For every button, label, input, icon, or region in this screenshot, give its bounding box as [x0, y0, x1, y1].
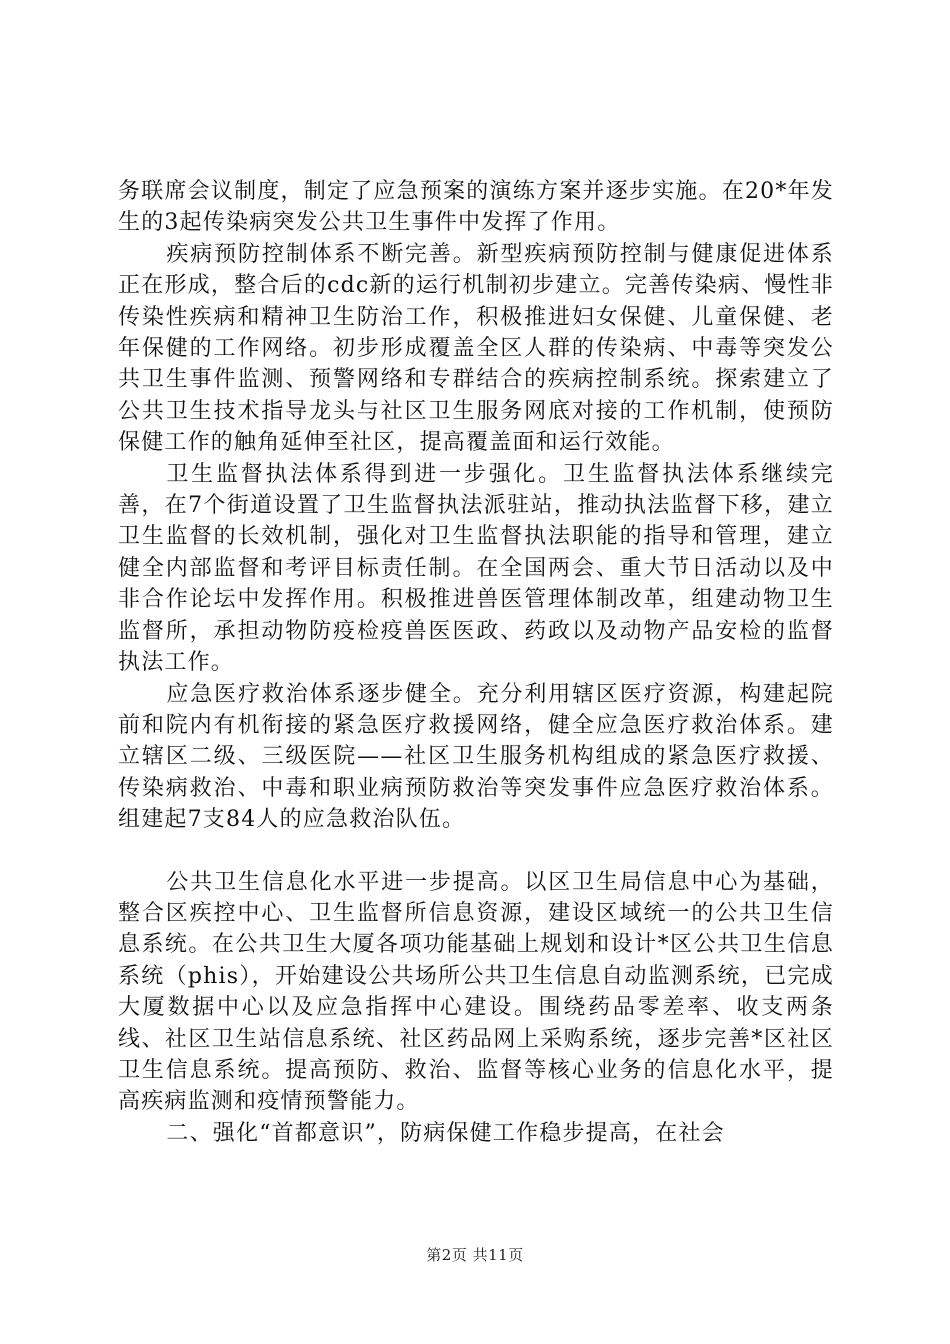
- paragraph-informatization: 公共卫生信息化水平进一步提高。以区卫生局信息中心为基础，整合区疾控中心、卫生监督所信息资源，建设区域统一的公共卫生信息系统。在公共卫生大厦各项功能基础上规划和设计*区公共卫生信息系统（phis），开始建设公共场所公共卫生信息自动监测系统，已完成大厦数据中心以及应急指挥中心建设。围绕药品零差率、收支两条线、社区卫生站信息系统、社区药品网上采购系统，逐步完善*区社区卫生信息系统。提高预防、救治、监督等核心业务的信息化水平，提高疾病监测和疫情预警能力。: [118, 869, 834, 1115]
- paragraph-gap: [118, 836, 834, 867]
- paragraph-disease-control: 疾病预防控制体系不断完善。新型疾病预防控制与健康促进体系正在形成，整合后的cdc新的运行机制初步建立。完善传染病、慢性非传染性疾病和精神卫生防治工作，积极推进妇女保健、儿童保健、老年保健的工作网络。初步形成覆盖全区人群的传染病、中毒等突发公共卫生事件监测、预警网络和专群结合的疾病控制系统。探索建立了公共卫生技术指导龙头与社区卫生服务网底对接的工作机制，使预防保健工作的触角延伸至社区，提高覆盖面和运行效能。: [118, 241, 834, 456]
- paragraph-health-supervision: 卫生监督执法体系得到进一步强化。卫生监督执法体系继续完善，在7个街道设置了卫生监督执法派驻站，推动执法监督下移，建立卫生监督的长效机制，强化对卫生监督执法职能的指导和管理，建立健全内部监督和考评目标责任制。在全国两会、重大节日活动以及中非合作论坛中发挥作用。积极推进兽医管理体制改革，组建动物卫生监督所，承担动物防疫检疫兽医医政、药政以及动物产品安检的监督执法工作。: [118, 461, 834, 676]
- page-number-footer: 第2页 共11页: [426, 1246, 524, 1264]
- paragraph-section-two: 二、强化“首都意识”，防病保健工作稳步提高，在社会: [166, 1120, 725, 1146]
- paragraph-continued: 务联席会议制度，制定了应急预案的演练方案并逐步实施。在20*年发生的3起传染病突发公共卫生事件中发挥了作用。: [118, 179, 834, 236]
- document-body: [118, 176, 834, 1149]
- paragraph-emergency-care: 应急医疗救治体系逐步健全。充分利用辖区医疗资源，构建起院前和院内有机衔接的紧急医疗救援网络，健全应急医疗救治体系。建立辖区二级、三级医院——社区卫生服务机构组成的紧急医疗救援、传染病救治、中毒和职业病预防救治等突发事件应急医疗救治体系。组建起7支84人的应急救治队伍。: [118, 681, 834, 833]
